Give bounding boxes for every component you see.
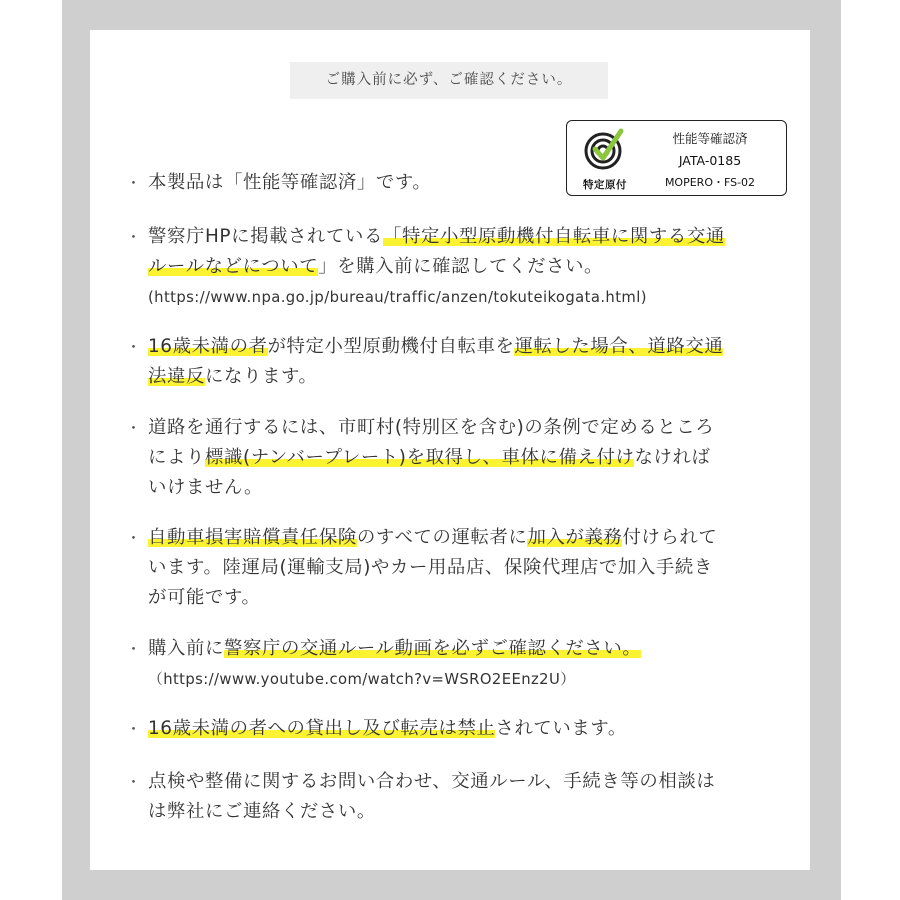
- text-line: [148, 797, 778, 827]
- bullet: ・: [126, 529, 142, 547]
- text-line: [148, 168, 778, 198]
- text-segment: いけません。: [148, 477, 264, 498]
- text-segment: 点検や整備に関するお問い合わせ、交通ルール、手続き等の相談は: [148, 771, 716, 792]
- highlighted-text: 加入が義務: [527, 527, 623, 548]
- bullet: ・: [126, 720, 142, 738]
- notice-heading: ご購入前に必ず、ご確認ください。: [290, 62, 608, 99]
- list-item-text: [148, 634, 778, 664]
- text-line: [148, 443, 778, 473]
- text-line: [148, 523, 778, 553]
- text-segment: されています。: [495, 718, 627, 739]
- highlighted-text: 「特定小型原動機付自転車に関する交通: [383, 226, 725, 247]
- text-segment: 道路を通行するには、市町村(特別区を含む)の条例で定めるところ: [148, 417, 715, 438]
- text-segment: なければ: [634, 447, 711, 468]
- notice-card: [90, 30, 810, 870]
- highlighted-text: 警察庁の交通ルール動画を必ずご確認ください。: [223, 638, 642, 659]
- badge-line-3: MOPERO・FS-02: [664, 176, 756, 189]
- text-line: [148, 714, 778, 744]
- bullet: ・: [126, 228, 142, 246]
- bullet: ・: [126, 640, 142, 658]
- list-item-text: [148, 523, 778, 613]
- list-item-text: [148, 222, 778, 282]
- list-item-text: [148, 168, 778, 198]
- text-segment: のすべての運転者に: [356, 527, 528, 548]
- text-line: [148, 553, 778, 583]
- bullet: ・: [126, 338, 142, 356]
- highlighted-text: 16歳未満の者への貸出し及び転売は禁止: [148, 718, 496, 739]
- bullet: ・: [126, 419, 142, 437]
- text-segment: が可能です。: [148, 587, 261, 608]
- text-line: [148, 583, 778, 613]
- text-segment: は弊社にご連絡ください。: [148, 801, 376, 822]
- text-line: [148, 332, 778, 362]
- text-line: [148, 252, 778, 282]
- badge-line-2: JATA-0185: [678, 153, 742, 168]
- text-segment: になります。: [204, 366, 318, 387]
- bullet: ・: [126, 773, 142, 791]
- text-line: [148, 413, 778, 443]
- text-line: [148, 767, 778, 797]
- list-item-text: [148, 413, 778, 503]
- reference-url: （https://www.youtube.com/watch?v=WSRO2EEnz2U）: [148, 671, 576, 688]
- highlighted-text: ルールなどについて: [148, 256, 319, 277]
- reference-url: (https://www.npa.go.jp/bureau/traffic/anzen/tokuteikogata.html): [148, 289, 647, 306]
- text-segment: 付けられて: [622, 527, 718, 548]
- list-item-text: [148, 332, 778, 392]
- text-line: [148, 473, 778, 503]
- notice-list: [90, 30, 810, 870]
- badge-mark-label: 特定原付: [583, 179, 627, 191]
- list-item-text: [148, 714, 778, 744]
- highlighted-text: 運転した場合、道路交通: [514, 336, 724, 357]
- text-segment: 」を購入前に確認してください。: [318, 256, 604, 277]
- text-segment: 購入前に: [148, 638, 224, 659]
- text-segment: が特定小型原動機付自転車を: [267, 336, 515, 357]
- badge-line-1: 性能等確認済: [672, 131, 748, 146]
- text-line: [148, 362, 778, 392]
- text-line: [148, 222, 778, 252]
- bullet: ・: [126, 174, 142, 192]
- text-line: [148, 634, 778, 664]
- text-segment: 警察庁HPに掲載されている: [148, 226, 384, 247]
- text-segment: 本製品は「性能等確認済」です。: [148, 172, 432, 193]
- highlighted-text: 法違反: [148, 366, 205, 387]
- text-segment: により: [148, 447, 205, 468]
- list-item-text: [148, 767, 778, 827]
- highlighted-text: 標識(ナンバープレート)を取得し、車体に備え付け: [204, 447, 635, 468]
- highlighted-text: 16歳未満の者: [148, 336, 268, 357]
- text-segment: います。陸運局(運輸支局)やカー用品店、保険代理店で加入手続き: [148, 557, 713, 578]
- highlighted-text: 自動車損害賠償責任保険: [148, 527, 357, 548]
